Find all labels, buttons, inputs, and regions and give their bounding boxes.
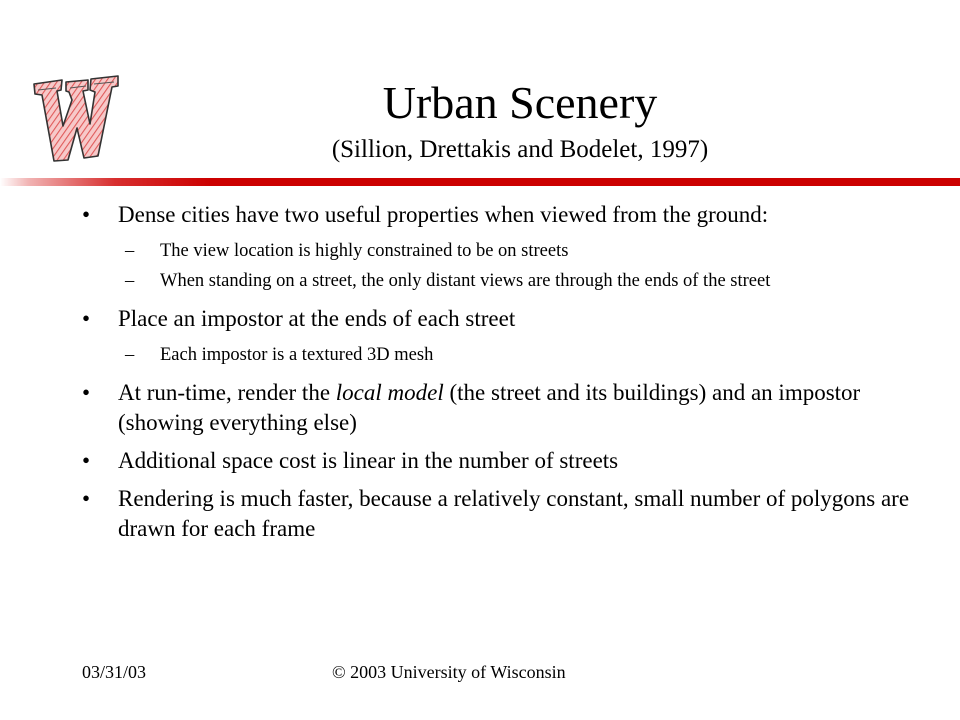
bullet-text: Dense cities have two useful properties when viewed from the ground: [118, 202, 769, 227]
footer-date: 03/31/03 [82, 662, 147, 682]
bullet-text-emphasis: local model [335, 380, 444, 405]
bullet-list [82, 200, 912, 552]
bullet-item [82, 446, 912, 476]
bullet-item [82, 484, 912, 544]
bullet-marker: • [82, 306, 91, 331]
bullet-text: Additional space cost is linear in the number of streets [118, 448, 619, 473]
sub-bullet-marker: – [125, 241, 135, 261]
sub-bullet-text: When standing on a street, the only distant views are through the ends of the street [160, 271, 771, 291]
wisconsin-w-logo-icon [28, 70, 124, 166]
bullet-item [82, 378, 912, 438]
footer-copyright: © 2003 University of Wisconsin [332, 662, 566, 682]
bullet-marker: • [82, 380, 91, 405]
sub-bullet-text: The view location is highly constrained to be on streets [160, 241, 569, 261]
bullet-item [82, 200, 912, 230]
sub-bullet-item [82, 342, 912, 368]
bullet-marker: • [82, 202, 91, 227]
bullet-text-pre: At run-time, render the [118, 380, 336, 405]
bullet-marker: • [82, 486, 91, 511]
bullet-text: Place an impostor at the ends of each street [118, 306, 516, 331]
slide-title: Urban Scenery [382, 77, 658, 128]
sub-bullet-marker: – [125, 271, 135, 291]
slide-subtitle: (Sillion, Drettakis and Bodelet, 1997) [331, 136, 709, 163]
bullet-text-post: (the street and its buildings) and an impostor (showing everything else) [118, 380, 861, 435]
sub-bullet-marker: – [125, 345, 135, 365]
bullet-text: Rendering is much faster, because a relatively constant, small number of polygons are drawn for each frame [118, 486, 910, 541]
sub-bullet-text: Each impostor is a textured 3D mesh [160, 345, 434, 365]
bullet-item [82, 304, 912, 334]
sub-bullet-item [82, 268, 912, 294]
bullet-marker: • [82, 448, 91, 473]
title-divider [0, 178, 960, 186]
sub-bullet-item [82, 238, 912, 264]
